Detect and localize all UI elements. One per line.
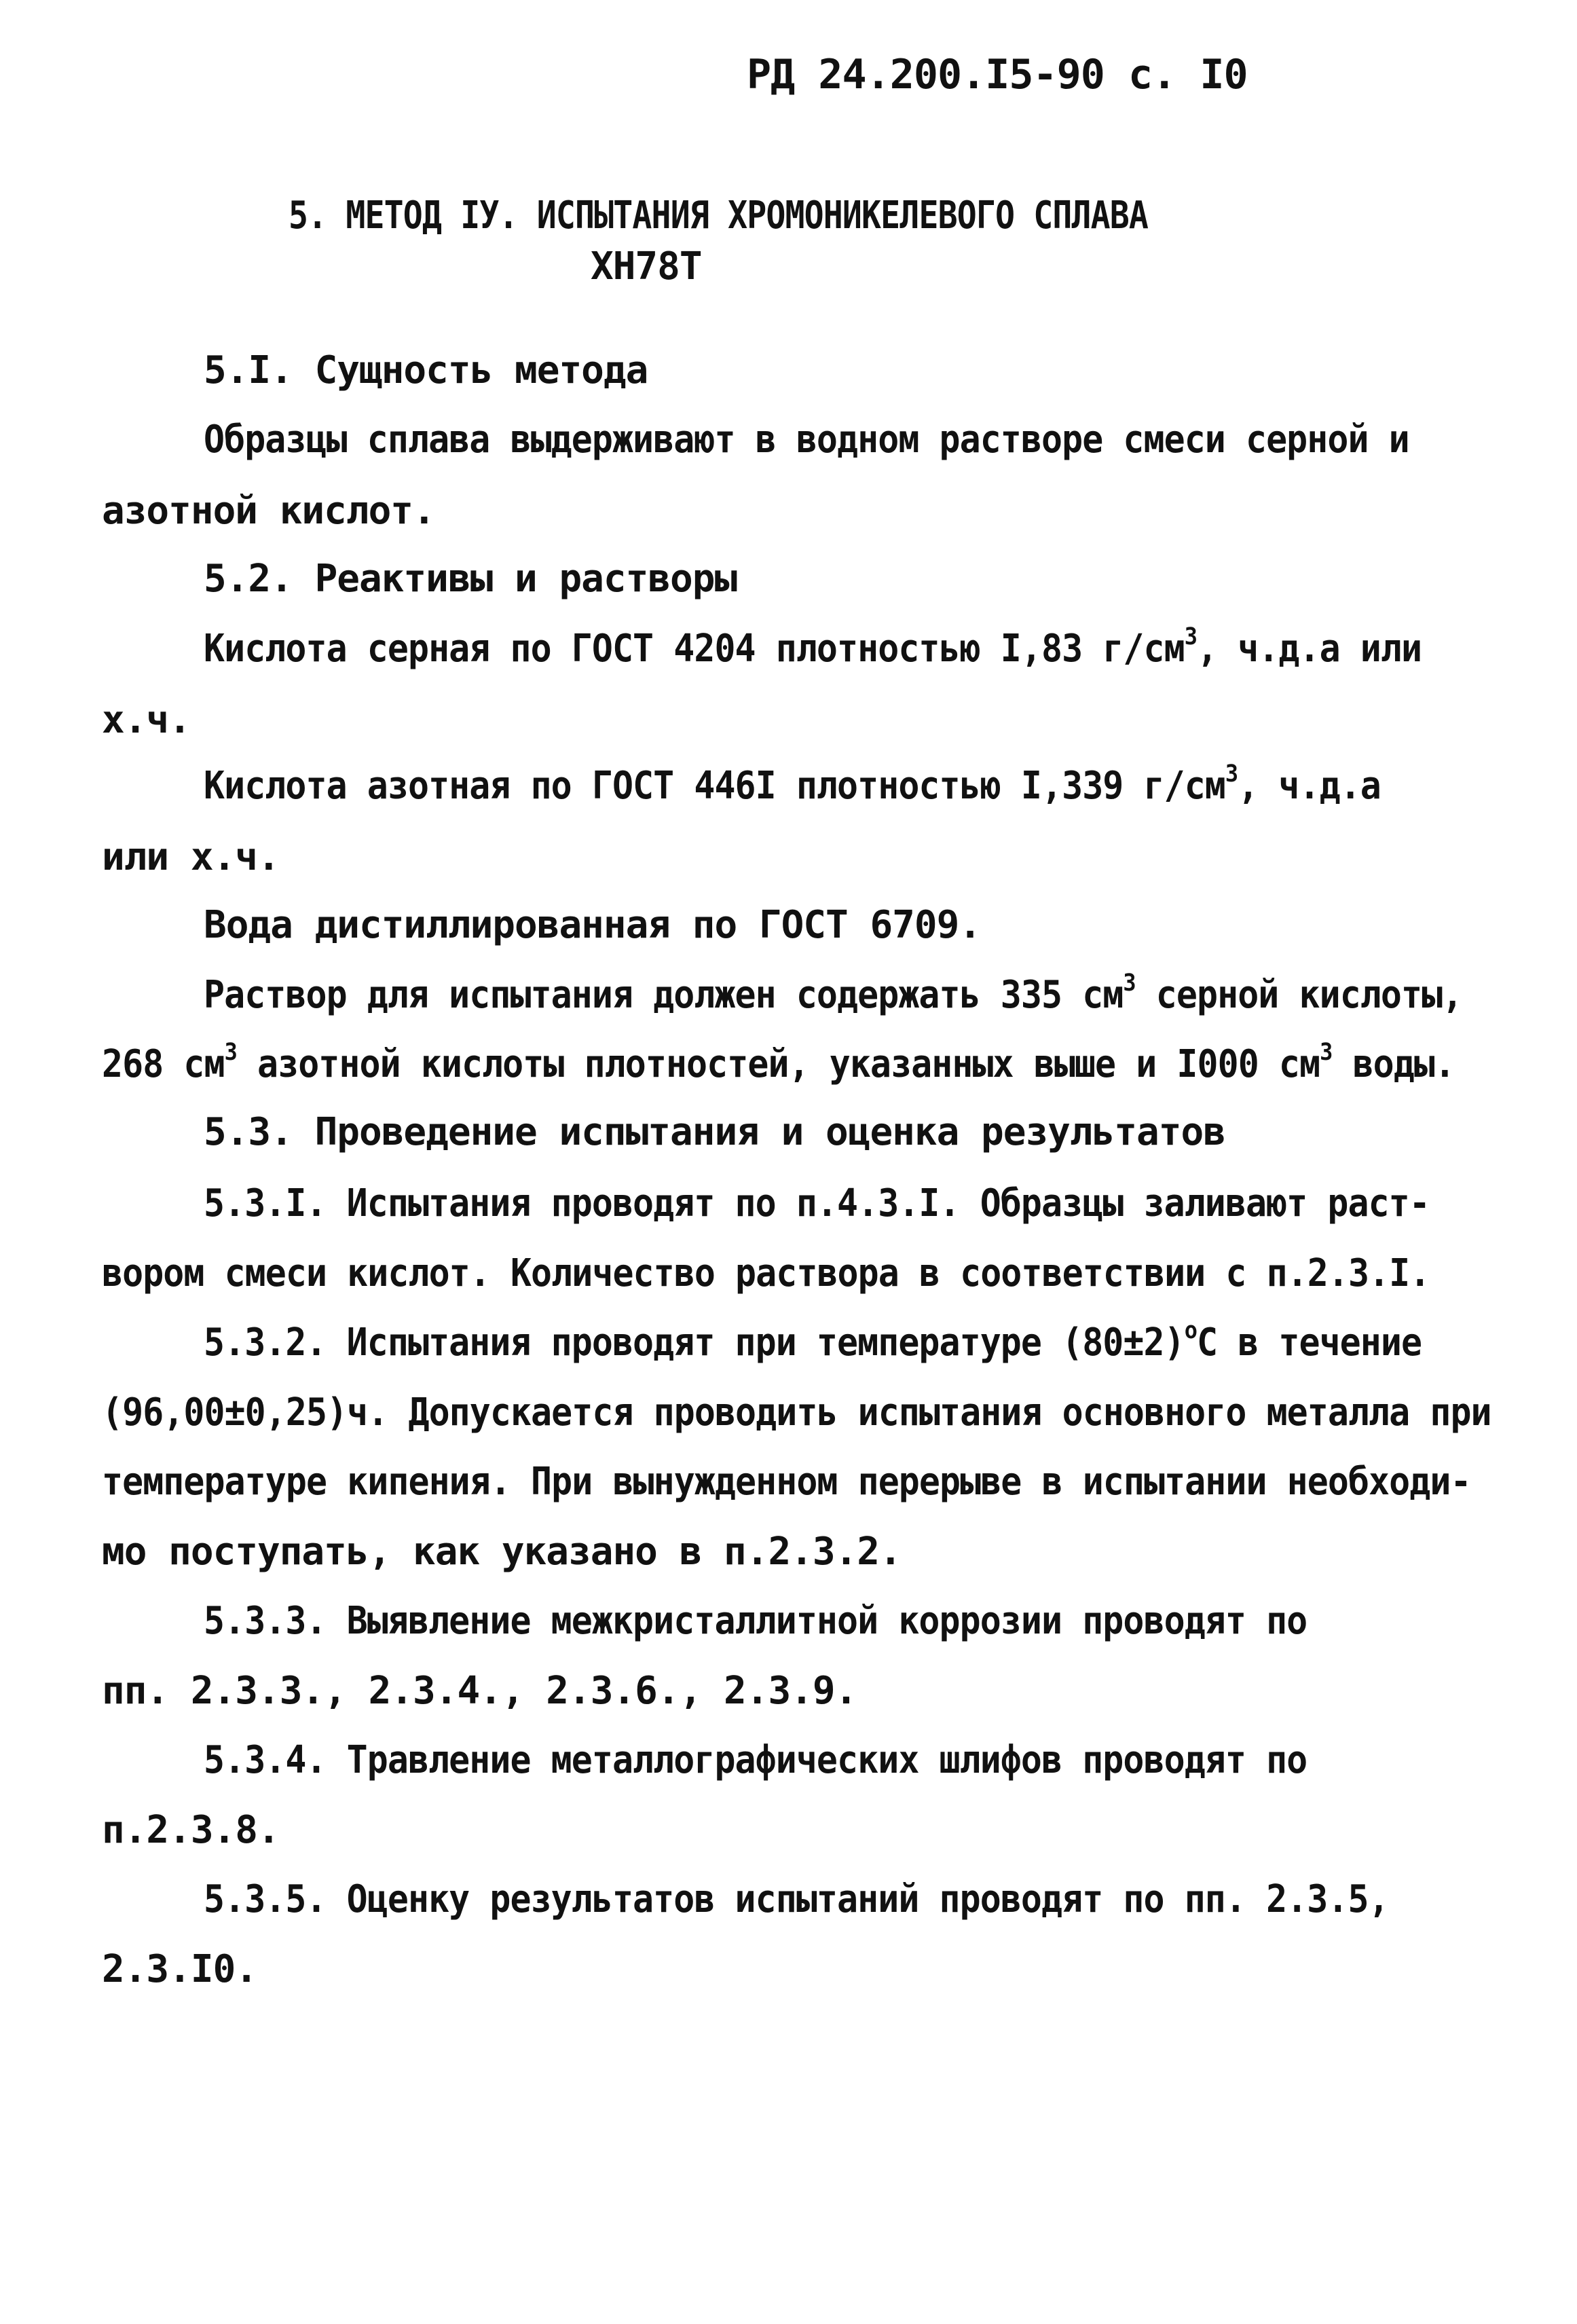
section-title: 5. МЕТОД IУ. ИСПЫТАНИЯ ХРОМОНИКЕЛЕВОГО СПЛАВА xyxy=(289,193,1149,238)
paragraph-5-3-1-line2: вором смеси кислот. Количество раствора в соответствии с п.2.3.I. xyxy=(102,1251,1430,1295)
reagent-water: Вода дистиллированная по ГОСТ 6709. xyxy=(204,903,982,947)
reagent-sulfuric-acid: Кислота серная по ГОСТ 4204 плотностью I,83 $г/см^3$, ч.д.а или xyxy=(204,623,1422,671)
paragraph-5-3-4-line1: 5.3.4. Травление металлографических шлифов проводят по xyxy=(204,1738,1307,1782)
paragraph-5-1-line1: Образцы сплава выдерживают в водном растворе смеси серной и xyxy=(204,418,1409,462)
heading-5-1: 5.I. Сущность метода xyxy=(204,348,648,392)
paragraph-5-1-line2: азотной кислот. xyxy=(102,489,435,533)
paragraph-5-3-1-line1: 5.3.I. Испытания проводят по п.4.3.I. Образцы заливают раст- xyxy=(204,1181,1430,1225)
paragraph-5-3-3-line1: 5.3.3. Выявление межкристаллитной коррозии проводят по xyxy=(204,1599,1307,1643)
heading-5-3: 5.3. Проведение испытания и оценка результатов xyxy=(204,1110,1225,1154)
paragraph-5-3-2-line2: (96,00±0,25)ч. Допускается проводить испытания основного металла при xyxy=(102,1390,1491,1435)
paragraph-5-3-2-line1: 5.3.2. Испытания проводят при температуре $(80\pm 2)^оС$ в течение xyxy=(204,1317,1422,1365)
paragraph-5-3-5-line2: 2.3.I0. xyxy=(102,1947,258,1991)
paragraph-5-3-5-line1: 5.3.5. Оценку результатов испытаний проводят по пп. 2.3.5, xyxy=(204,1877,1389,1921)
section-title-alloy: ХН78Т xyxy=(591,244,702,289)
heading-5-2: 5.2. Реактивы и растворы xyxy=(204,557,737,601)
paragraph-5-3-2-line4: мо поступать, как указано в п.2.3.2. xyxy=(102,1530,902,1574)
paragraph-5-3-2-line3: температуре кипения. При вынужденном перерыве в испытании необходи- xyxy=(102,1460,1471,1504)
paragraph-5-3-4-line2: п.2.3.8. xyxy=(102,1808,280,1852)
test-solution-line2: 268 $см^3$ азотной кислоты плотностей, указанных выше и I000 $см^3$ воды. xyxy=(102,1039,1455,1086)
reagent-nitric-grade: или х.ч. xyxy=(102,835,280,879)
reagent-nitric-acid: Кислота азотная по ГОСТ 446I плотностью I,339 $г/см^3$, ч.д.а xyxy=(204,760,1381,808)
reagent-sulfuric-grade: х.ч. xyxy=(102,698,191,742)
paragraph-5-3-3-line2: пп. 2.3.3., 2.3.4., 2.3.6., 2.3.9. xyxy=(102,1669,857,1713)
test-solution-line1: Раствор для испытания должен содержать 335 $см^3$ серной кислоты, xyxy=(204,970,1463,1017)
document-number-header: РД 24.200.I5-90 с. I0 xyxy=(747,51,1248,98)
